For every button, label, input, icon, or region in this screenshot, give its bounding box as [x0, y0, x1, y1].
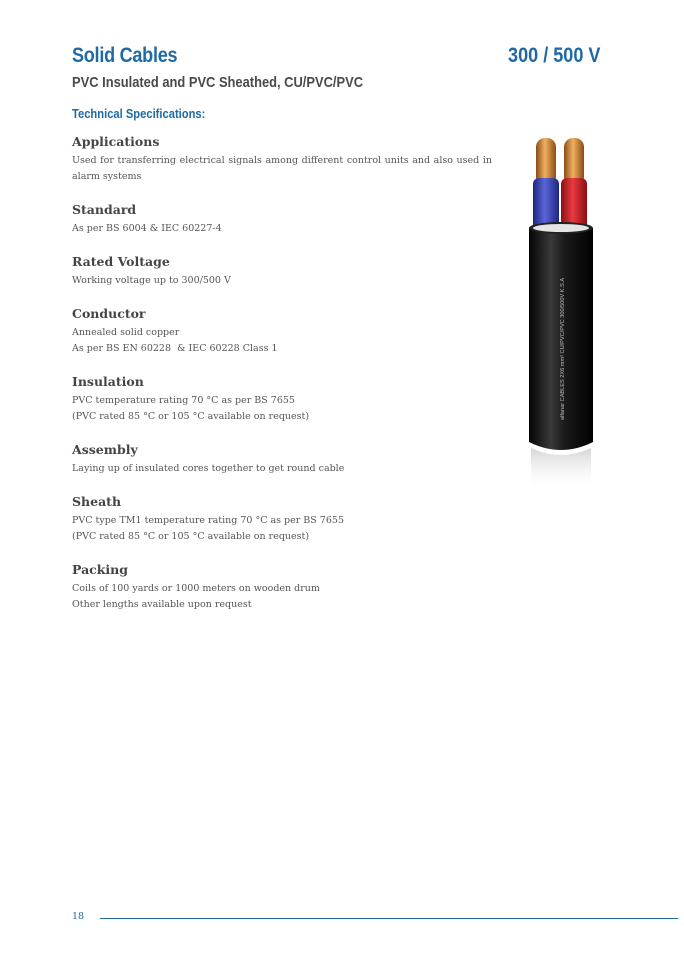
section-assembly — [72, 441, 492, 477]
cable-product-image — [522, 130, 602, 500]
section-text: As per BS 6004 & IEC 60227-4 — [72, 223, 222, 234]
section-text: (PVC rated 85 °C or 105 °C available on request) — [72, 531, 310, 542]
section-text: Other lengths available upon request — [72, 599, 252, 610]
section-title: Packing — [72, 562, 129, 577]
section-title: Conductor — [72, 306, 146, 321]
footer-rule — [100, 918, 678, 919]
section-standard — [72, 201, 492, 237]
section-text: Working voltage up to 300/500 V — [72, 275, 231, 286]
section-text: PVC temperature rating 70 °C as per BS 7655 — [72, 395, 295, 406]
section-title: Insulation — [72, 374, 144, 389]
section-text: Laying up of insulated cores together to get round cable — [72, 463, 345, 474]
section-text: (PVC rated 85 °C or 105 °C available on request) — [72, 411, 310, 422]
section-text: As per BS EN 60228 & IEC 60228 Class 1 — [72, 343, 278, 354]
section-title: Applications — [72, 134, 160, 149]
technical-specifications-heading: Technical Specifications: — [72, 106, 206, 121]
section-title: Standard — [72, 202, 137, 217]
cable-print-text: alfanar CABLES 2X6 mm² CU/PVC/PVC 300/500V K.S.A — [560, 277, 566, 420]
section-text: Annealed solid copper — [72, 327, 180, 338]
page-subtitle: PVC Insulated and PVC Sheathed, CU/PVC/PVC — [72, 74, 364, 91]
section-conductor — [72, 305, 492, 357]
section-packing — [72, 561, 492, 613]
section-text: Coils of 100 yards or 1000 meters on wooden drum — [72, 583, 320, 594]
section-title: Sheath — [72, 494, 122, 509]
page-title: Solid Cables — [72, 44, 178, 67]
section-title: Assembly — [72, 442, 138, 457]
section-title: Rated Voltage — [72, 254, 170, 269]
voltage-rating: 300 / 500 V — [507, 44, 600, 67]
specifications-list — [72, 133, 492, 629]
section-insulation — [72, 373, 492, 425]
section-text: Used for transferring electrical signals among different control units and also used in alarm systems — [72, 155, 492, 182]
section-text: PVC type TM1 temperature rating 70 °C as per BS 7655 — [72, 515, 344, 526]
section-applications — [72, 133, 492, 185]
page-number: 18 — [72, 911, 85, 922]
section-sheath — [72, 493, 492, 545]
section-rated-voltage — [72, 253, 492, 289]
